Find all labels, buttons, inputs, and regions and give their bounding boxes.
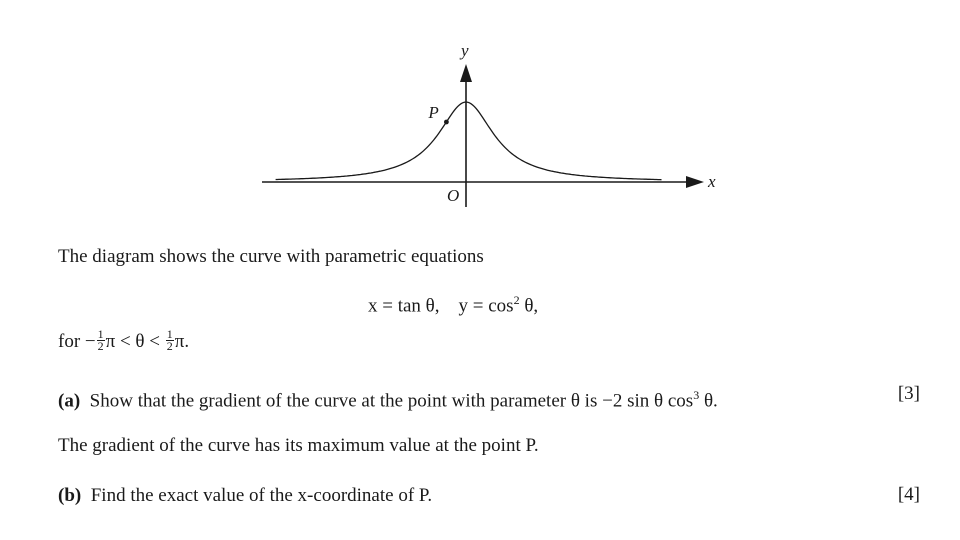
- equation-y-exponent: 2: [513, 293, 520, 307]
- point-p-dot: [444, 120, 449, 125]
- point-p-label: P: [428, 103, 439, 122]
- part-a-exponent: 3: [693, 388, 700, 402]
- fraction-half-1: [97, 329, 105, 352]
- domain-mid: π < θ <: [105, 331, 165, 352]
- domain-prefix: for −: [58, 331, 96, 352]
- part-b: [58, 484, 432, 508]
- fraction-denominator: 2: [166, 339, 173, 354]
- intro-text: The diagram shows the curve with parametric equations: [58, 246, 484, 267]
- fraction-denominator: 2: [97, 339, 104, 354]
- part-a: [58, 383, 718, 413]
- fraction-numerator: 1: [97, 327, 104, 342]
- equation-x: x = tan θ,: [368, 295, 440, 317]
- part-a-label: (a): [58, 390, 81, 412]
- maximum-statement: The gradient of the curve has its maximum value at the point P.: [58, 435, 539, 456]
- part-a-text: Show that the gradient of the curve at the point with parameter θ is −2 sin θ cos: [89, 390, 694, 412]
- y-axis-label: y: [461, 41, 469, 60]
- y-axis-arrowhead: [460, 64, 472, 82]
- part-b-label: (b): [58, 485, 82, 506]
- equation-y-base: y = cos: [458, 295, 514, 317]
- part-b-text: Find the exact value of the x-coordinate of P.: [90, 485, 433, 506]
- domain-suffix: π.: [174, 331, 190, 352]
- x-axis-arrowhead: [686, 176, 704, 188]
- curve: [276, 102, 662, 180]
- part-a-marks: [3]: [897, 383, 920, 404]
- origin-label: O: [447, 186, 460, 205]
- fraction-numerator: 1: [166, 327, 173, 342]
- curve-diagram: [0, 0, 960, 230]
- part-a-end: θ.: [699, 390, 718, 412]
- part-b-marks: [4]: [897, 484, 920, 505]
- equation-y-end: θ,: [519, 295, 539, 317]
- parametric-equations: [368, 288, 538, 318]
- x-axis-label: x: [708, 172, 716, 191]
- fraction-half-2: [166, 329, 174, 352]
- domain-line: [58, 327, 190, 354]
